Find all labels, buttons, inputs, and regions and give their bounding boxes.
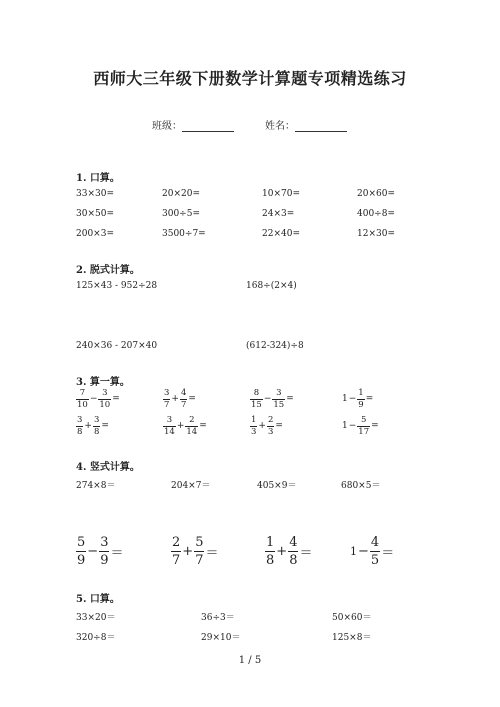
fraction-problem bbox=[76, 416, 110, 436]
fraction-problem bbox=[250, 389, 295, 409]
problem: 22×40= bbox=[262, 229, 300, 239]
name-label: 姓名： bbox=[265, 121, 295, 132]
section-heading: 1. 口算。 bbox=[76, 173, 120, 184]
equals-sign: = bbox=[371, 421, 379, 431]
fraction bbox=[272, 389, 285, 409]
equals-sign: = bbox=[199, 421, 207, 431]
denominator: 5 bbox=[370, 553, 380, 568]
problem: 240×36 - 207×40 bbox=[76, 341, 158, 351]
numerator: 1 bbox=[358, 388, 364, 398]
numerator: 3 bbox=[77, 415, 83, 425]
equals-sign: ＝ bbox=[299, 546, 313, 561]
problem: 20×20= bbox=[162, 189, 200, 199]
fraction bbox=[370, 536, 380, 567]
fraction bbox=[98, 389, 111, 409]
fraction-problem bbox=[163, 389, 197, 409]
fraction bbox=[76, 389, 89, 409]
problem: 300÷5= bbox=[162, 209, 200, 219]
problem: 33×20＝ bbox=[76, 613, 116, 623]
numerator: 7 bbox=[79, 388, 86, 398]
problem: 12×30= bbox=[357, 229, 395, 239]
denominator: 15 bbox=[251, 399, 262, 410]
numerator: 5 bbox=[77, 535, 86, 550]
problem: 3500÷7= bbox=[162, 229, 206, 239]
numerator: 2 bbox=[267, 415, 274, 425]
numerator: 3 bbox=[164, 388, 170, 398]
numerator: 2 bbox=[172, 535, 181, 550]
denominator: 3 bbox=[251, 426, 257, 437]
denominator: 7 bbox=[195, 553, 204, 568]
fraction-problem bbox=[76, 389, 121, 409]
operator: + bbox=[176, 421, 185, 431]
fraction bbox=[171, 536, 181, 567]
fraction-problem bbox=[350, 536, 395, 567]
section-heading: 4. 竖式计算。 bbox=[76, 462, 140, 473]
problem: 405×9＝ bbox=[257, 481, 297, 491]
problem: 200×3= bbox=[76, 229, 114, 239]
fraction bbox=[76, 536, 86, 567]
numerator: 3 bbox=[93, 415, 100, 425]
numerator: 5 bbox=[195, 535, 204, 550]
fraction bbox=[288, 536, 298, 567]
numerator: 3 bbox=[166, 415, 173, 425]
numerator: 1 bbox=[251, 415, 257, 425]
operator: + bbox=[276, 544, 288, 559]
problem: 30×50= bbox=[76, 209, 114, 219]
fraction-problem bbox=[76, 536, 124, 567]
problem: 10×70= bbox=[262, 189, 300, 199]
fraction-problem bbox=[171, 536, 219, 567]
problem: 20×60= bbox=[357, 189, 395, 199]
denominator: 10 bbox=[77, 399, 88, 410]
fraction bbox=[99, 536, 109, 567]
problem: 204×7＝ bbox=[171, 481, 211, 491]
operator: + bbox=[258, 421, 266, 431]
problem: 125×43 - 952÷28 bbox=[76, 281, 158, 291]
fraction-problem bbox=[265, 536, 313, 567]
numerator: 4 bbox=[180, 388, 187, 398]
fraction bbox=[185, 416, 198, 436]
denominator: 7 bbox=[180, 399, 187, 410]
fraction bbox=[250, 416, 257, 436]
numerator: 3 bbox=[102, 388, 108, 398]
name-blank bbox=[295, 120, 347, 132]
fraction-problem bbox=[163, 416, 208, 436]
equals-sign: ＝ bbox=[110, 546, 124, 561]
denominator: 14 bbox=[164, 426, 175, 437]
problem: 400÷8= bbox=[357, 209, 395, 219]
class-blank bbox=[182, 120, 234, 132]
denominator: 9 bbox=[77, 553, 86, 568]
problem: 320÷8＝ bbox=[76, 633, 116, 643]
problem: 125×8＝ bbox=[332, 633, 372, 643]
operator: − bbox=[263, 394, 272, 404]
operator: − bbox=[87, 544, 99, 559]
whole-number: 1 bbox=[350, 545, 357, 558]
name-field bbox=[265, 117, 347, 132]
fraction bbox=[194, 536, 204, 567]
fraction bbox=[163, 416, 176, 436]
numerator: 1 bbox=[266, 535, 275, 550]
numerator: 4 bbox=[370, 535, 380, 550]
problem: 274×8＝ bbox=[76, 481, 116, 491]
denominator: 17 bbox=[358, 426, 370, 437]
problem: 50×60＝ bbox=[332, 613, 372, 623]
operator: + bbox=[182, 544, 194, 559]
problem: 168÷(2×4) bbox=[246, 281, 297, 291]
fraction bbox=[76, 416, 83, 436]
whole-number: 1 bbox=[342, 394, 348, 404]
whole-number: 1 bbox=[342, 421, 348, 431]
fraction bbox=[93, 416, 100, 436]
problem: 36÷3＝ bbox=[201, 613, 235, 623]
denominator: 8 bbox=[77, 426, 83, 437]
fraction-problem bbox=[342, 416, 380, 436]
problem: 24×3= bbox=[262, 209, 295, 219]
fraction-problem bbox=[250, 416, 284, 436]
equals-sign: = bbox=[101, 421, 109, 431]
class-field bbox=[152, 117, 234, 132]
denominator: 15 bbox=[273, 399, 285, 410]
problem: 680×5＝ bbox=[341, 481, 381, 491]
equals-sign: = bbox=[275, 421, 283, 431]
denominator: 3 bbox=[267, 426, 274, 437]
equals-sign: = bbox=[188, 394, 196, 404]
fraction bbox=[357, 389, 364, 409]
equals-sign: = bbox=[112, 394, 120, 404]
problem: (612-324)÷8 bbox=[246, 341, 304, 351]
operator: − bbox=[348, 421, 357, 431]
fraction bbox=[180, 389, 187, 409]
equals-sign: = bbox=[286, 394, 294, 404]
fraction bbox=[267, 416, 274, 436]
numerator: 8 bbox=[253, 388, 260, 398]
operator: − bbox=[89, 394, 98, 404]
numerator: 3 bbox=[100, 535, 109, 550]
problem: 33×30= bbox=[76, 189, 114, 199]
equals-sign: ＝ bbox=[205, 546, 219, 561]
fraction bbox=[163, 389, 170, 409]
numerator: 5 bbox=[360, 415, 367, 425]
fraction bbox=[265, 536, 275, 567]
operator: − bbox=[358, 544, 369, 559]
denominator: 8 bbox=[289, 553, 298, 568]
operator: + bbox=[171, 394, 179, 404]
equals-sign: ＝ bbox=[381, 546, 395, 561]
numerator: 4 bbox=[289, 535, 298, 550]
denominator: 9 bbox=[100, 553, 109, 568]
denominator: 9 bbox=[358, 399, 364, 410]
section-heading: 2. 脱式计算。 bbox=[76, 265, 140, 276]
numerator: 2 bbox=[189, 415, 195, 425]
operator: + bbox=[84, 421, 92, 431]
denominator: 10 bbox=[99, 399, 111, 410]
equals-sign: = bbox=[365, 394, 374, 404]
operator: − bbox=[348, 394, 357, 404]
fraction bbox=[250, 389, 263, 409]
denominator: 14 bbox=[186, 426, 198, 437]
denominator: 7 bbox=[172, 553, 181, 568]
fraction-problem bbox=[342, 389, 374, 409]
section-heading: 3. 算一算。 bbox=[76, 377, 130, 388]
problem: 29×10＝ bbox=[201, 633, 241, 643]
class-label: 班级： bbox=[152, 121, 182, 132]
numerator: 3 bbox=[276, 388, 282, 398]
denominator: 8 bbox=[93, 426, 100, 437]
section-heading: 5. 口算。 bbox=[76, 594, 120, 605]
fraction bbox=[357, 416, 370, 436]
denominator: 7 bbox=[164, 399, 170, 410]
denominator: 8 bbox=[266, 553, 275, 568]
page-number: 1 / 5 bbox=[238, 655, 262, 666]
page-title: 西师大三年级下册数学计算题专项精选练习 bbox=[93, 69, 407, 88]
